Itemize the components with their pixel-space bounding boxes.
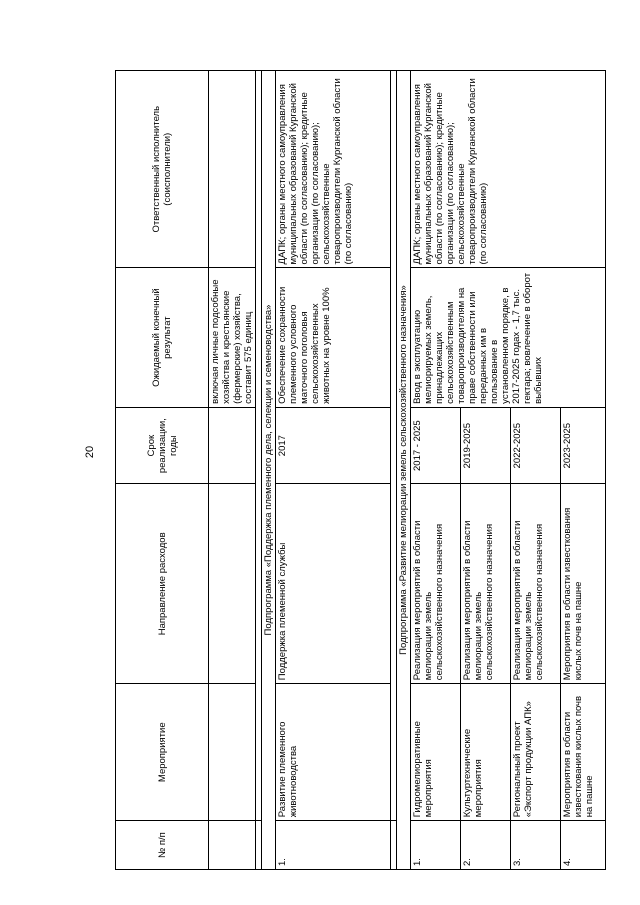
rotated-table-container: [115, 70, 595, 870]
section-header-row: [397, 71, 411, 870]
program-events-table: [115, 70, 606, 870]
row-event: Гидромелиоративные мероприятия: [411, 684, 461, 821]
header-event: Мероприятие: [116, 684, 209, 821]
row-num: 2.: [461, 821, 511, 870]
row-term: 2022-2025: [511, 407, 561, 484]
header-direction: Направление расходов: [116, 484, 209, 684]
table-header-row: [116, 71, 209, 870]
row-event: Культуртехнические мероприятия: [461, 684, 511, 821]
header-result: Ожидаемый конечный результат: [116, 268, 209, 407]
table-row: [276, 71, 391, 870]
header-num: № п/п: [116, 821, 209, 870]
row-responsible: ДАПК; органы местного самоуправления муниципальных образований Курганской области (по согласованию); кредитные организации (по согласованию); сельскохозяйственные товаропроизводители Курганской области (по согласованию): [276, 71, 391, 268]
page-number: 20: [84, 445, 97, 459]
row-term: 2017: [276, 407, 391, 484]
row-term: 2019-2025: [461, 407, 511, 484]
header-term: Срок реализации, годы: [116, 407, 209, 484]
row-direction: Реализация мероприятий в области мелиорации земель сельскохозяйственного назначения: [461, 484, 511, 684]
section2-result: Ввод в эксплуатацию мелиорируемых земель, принадлежащих сельскохозяйственным товаропроизводителям на праве собственности или переданных им в пользование в установленном порядке, в 2017-2025 годах - 1,7 тыс. гектара; вовлечение в оборот выбывших: [411, 268, 606, 407]
row-event: Региональный проект «Экспорт продукции АПК»: [511, 684, 561, 821]
row-num: 1.: [411, 821, 461, 870]
row-event: Развитие племенного животноводства: [276, 684, 391, 821]
header-responsible: Ответственный исполнитель (соисполнители): [116, 71, 209, 268]
section-header-row: [262, 71, 276, 870]
row-direction: Мероприятия в области известкования кислых почв на пашне: [561, 484, 606, 684]
row-num: 1.: [276, 821, 391, 870]
section1-title: Подпрограмма «Поддержка племенного дела, селекции и семеноводства»: [262, 71, 276, 870]
row-event: Мероприятия в области известкования кислых почв на пашне: [561, 684, 606, 821]
row-term: 2017 - 2025: [411, 407, 461, 484]
row-direction: Поддержка племенной службы: [276, 484, 391, 684]
continuation-row: [209, 71, 256, 870]
table-row: [411, 71, 461, 870]
continuation-result: включая личные подсобные хозяйства и крестьянские (фермерские) хозяйства, составит 575 единиц: [209, 268, 256, 407]
row-direction: Реализация мероприятий в области мелиорации земель сельскохозяйственного назначения: [411, 484, 461, 684]
row-num: 4.: [561, 821, 606, 870]
section2-responsible: ДАПК; органы местного самоуправления муниципальных образований Курганской области (по согласованию); кредитные организации (по согласованию); сельскохозяйственные товаропроизводители Курганской области (по согласованию): [411, 71, 606, 268]
row-num: 3.: [511, 821, 561, 870]
row-direction: Реализация мероприятий в области мелиорации земель сельскохозяйственного назначения: [511, 484, 561, 684]
row-result: Обеспечение сохранности племенного условного маточного поголовья сельскохозяйственных животных на уровне 100%: [276, 268, 391, 407]
section2-title: Подпрограмма «Развитие мелиорации земель сельскохозяйственного назначения»: [397, 71, 411, 870]
row-term: 2023-2025: [561, 407, 606, 484]
